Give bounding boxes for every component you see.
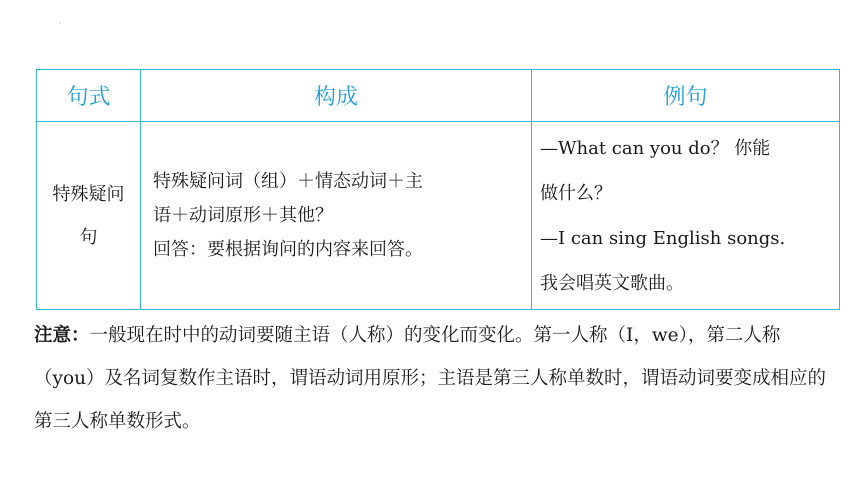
table-header-row [37, 70, 840, 122]
note-text: 一般现在时中的动词要随主语（人称）的变化而变化。第一人称（I，we），第二人称（you）及名词复数作主语时，谓语动词用原形；主语是第三人称单数时，谓语动词要变成相应的第三人称单数形式。 [34, 325, 827, 432]
grammar-table [36, 69, 840, 310]
note-label: 注意： [34, 325, 90, 346]
header-example: 例句 [532, 70, 840, 122]
structure-line-2: 语＋动词原形＋其他？ [153, 205, 333, 226]
example-line-2: 做什么？ [540, 182, 612, 204]
structure-line-1: 特殊疑问词（组）＋情态动词＋主 [153, 171, 423, 192]
structure-line-3: 回答：要根据询问的内容来回答。 [153, 239, 423, 260]
sentence-type-text: 特殊疑问句 [52, 183, 125, 248]
cell-sentence-type [37, 122, 141, 310]
table-row [37, 122, 840, 310]
stray-dot: · [59, 19, 62, 28]
cell-structure [141, 122, 532, 310]
example-line-3: —I can sing English songs. [540, 227, 786, 249]
example-line-1: —What can you do？ 你能 [540, 137, 771, 159]
header-sentence-type: 句式 [37, 70, 141, 122]
example-line-4: 我会唱英文歌曲。 [540, 272, 684, 294]
header-structure: 构成 [141, 70, 532, 122]
cell-example [532, 122, 840, 310]
note-paragraph [34, 314, 840, 443]
